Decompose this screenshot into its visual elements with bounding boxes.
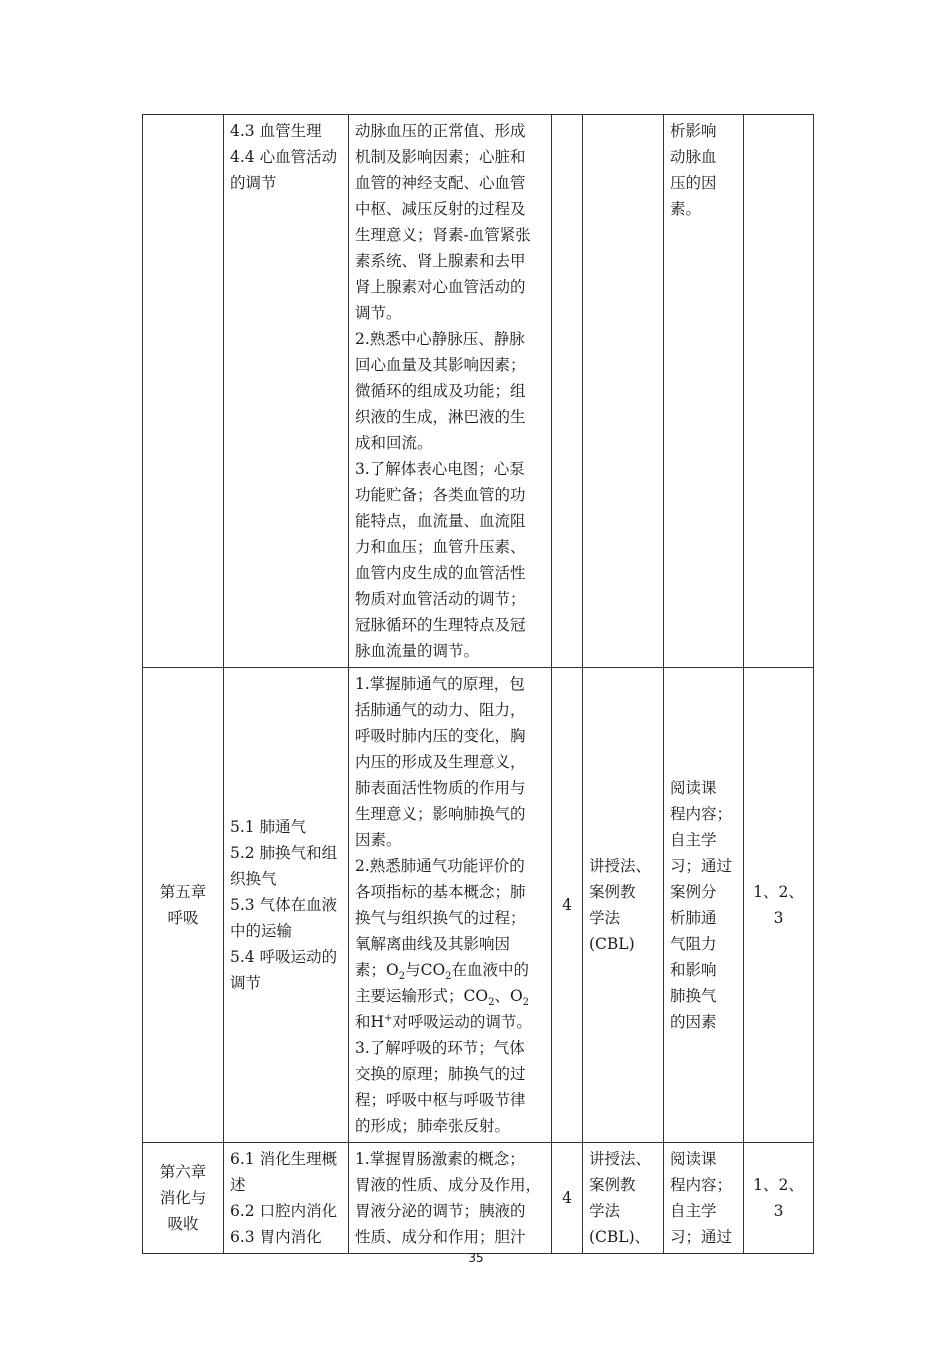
content-line: 程；呼吸中枢与呼吸节律 <box>355 1091 526 1109</box>
content-line: 肺表面活性物质的作用与 <box>355 779 526 797</box>
page-number: 35 <box>468 1251 484 1265</box>
selfstudy-line: 习；通过 <box>670 1228 733 1246</box>
selfstudy-line: 自主学 <box>670 1202 717 1220</box>
content-line: 脉血流量的调节。 <box>355 642 480 660</box>
selfstudy-line: 程内容； <box>670 1176 733 1194</box>
selfstudy-line: 自主学 <box>670 831 717 849</box>
content-line: 因素。 <box>355 831 402 849</box>
selfstudy-line: 气阻力 <box>670 935 717 953</box>
method-cell <box>583 1143 664 1254</box>
content-line: 2.熟悉中心静脉压、静脉 <box>355 330 525 348</box>
method-line: (CBL) <box>589 935 635 953</box>
content-line: 微循环的组成及功能；组 <box>355 382 526 400</box>
section-line: 5.1 肺通气 <box>230 818 307 836</box>
selfstudy-line: 阅读课 <box>670 779 717 797</box>
selfstudy-line: 程内容； <box>670 805 733 823</box>
content-line: 力和血压；血管升压素、 <box>355 538 526 556</box>
section-line: 5.3 气体在血液 <box>230 896 338 914</box>
chapter-cell <box>143 115 224 668</box>
hours-cell: 4 <box>552 668 583 1143</box>
content-line: 换气与组织换气的过程； <box>355 909 526 927</box>
content-line: 胃液分泌的调节；胰液的 <box>355 1202 526 1220</box>
objectives-cell: 1、2、3 <box>744 1143 814 1254</box>
sections-cell <box>224 1143 349 1254</box>
content-line: 血管的神经支配、心血管 <box>355 174 526 192</box>
content-line: 氧解离曲线及其影响因 <box>355 935 511 953</box>
content-line: 各项指标的基本概念；肺 <box>355 883 526 901</box>
method-line: 学法 <box>589 1202 621 1220</box>
content-line: 胃液的性质、成分及作用， <box>355 1176 542 1194</box>
chapter-title: 第六章 <box>159 1163 207 1181</box>
content-line: 肾上腺素对心血管活动的 <box>355 278 526 296</box>
content-line: 和H+对呼吸运动的调节。 <box>355 1012 532 1031</box>
content-cell <box>349 668 552 1143</box>
content-line: 素系统、肾上腺素和去甲 <box>355 252 526 270</box>
content-line: 动脉血压的正常值、形成 <box>355 122 526 140</box>
selfstudy-line: 和影响 <box>670 961 717 979</box>
chapter-title: 吸收 <box>167 1215 199 1233</box>
selfstudy-line: 案例分 <box>670 883 717 901</box>
chapter-title: 呼吸 <box>167 909 199 927</box>
content-line: 成和回流。 <box>355 434 433 452</box>
selfstudy-cell <box>664 1143 744 1254</box>
table-row-chapter-5 <box>143 668 814 1143</box>
section-line: 的调节 <box>230 174 277 192</box>
selfstudy-line: 习；通过 <box>670 857 733 875</box>
content-cell <box>349 115 552 668</box>
content-line: 主要运输形式；$CO_2$、$O_2$ <box>355 987 530 1009</box>
content-line: 调节。 <box>355 304 402 322</box>
section-line: 中的运输 <box>230 922 293 940</box>
section-line: 4.4 心血管活动 <box>230 148 338 166</box>
content-line: 1.掌握胃肠激素的概念； <box>355 1150 525 1168</box>
content-line: 血管内皮生成的血管活性 <box>355 564 526 582</box>
content-line: 功能贮备；各类血管的功 <box>355 486 526 504</box>
section-line: 调节 <box>230 974 262 992</box>
content-line: 回心血量及其影响因素； <box>355 356 526 374</box>
syllabus-table <box>142 114 814 1254</box>
selfstudy-line: 的因素 <box>670 1013 717 1031</box>
selfstudy-cell <box>664 668 744 1143</box>
table-row-chapter-6 <box>143 1143 814 1254</box>
section-line: 5.2 肺换气和组 <box>230 844 338 862</box>
hours-cell: 4 <box>552 1143 583 1254</box>
content-line: 呼吸时肺内压的变化，胸 <box>355 727 526 745</box>
section-line: 6.1 消化生理概 <box>230 1150 338 1168</box>
selfstudy-line: 析肺通 <box>670 909 717 927</box>
method-line: 学法 <box>589 909 621 927</box>
content-line: 机制及影响因素；心脏和 <box>355 148 526 166</box>
content-line: 交换的原理；肺换气的过 <box>355 1065 526 1083</box>
content-line: 性质、成分和作用；胆汁 <box>355 1228 526 1246</box>
method-line: 案例教 <box>589 883 636 901</box>
content-line: 生理意义；肾素-血管紧张 <box>355 226 531 244</box>
objectives-cell: 1、2、3 <box>744 668 814 1143</box>
chapter-cell <box>143 668 224 1143</box>
table-row-chapter-4-cont <box>143 115 814 668</box>
content-line: 3.了解体表心电图；心泵 <box>355 460 525 478</box>
method-line: 讲授法、 <box>589 857 652 875</box>
section-line: 6.2 口腔内消化 <box>230 1202 338 1220</box>
method-cell <box>583 668 664 1143</box>
section-line: 织换气 <box>230 870 277 888</box>
content-line: 生理意义；影响肺换气的 <box>355 805 526 823</box>
method-line: 案例教 <box>589 1176 636 1194</box>
content-line: 织液的生成，淋巴液的生 <box>355 408 526 426</box>
content-line: 能特点，血流量、血流阻 <box>355 512 526 530</box>
content-line: 3.了解呼吸的环节；气体 <box>355 1039 525 1057</box>
content-line: 素；$O_2$与$CO_2$在血液中的 <box>355 961 530 983</box>
selfstudy-line: 压的因 <box>670 174 717 192</box>
selfstudy-line: 素。 <box>670 200 702 218</box>
content-cell <box>349 1143 552 1254</box>
method-line: 讲授法、 <box>589 1150 652 1168</box>
content-line: 内压的形成及生理意义， <box>355 753 526 771</box>
chapter-title: 第五章 <box>159 883 207 901</box>
method-line: (CBL)、 <box>589 1228 651 1246</box>
selfstudy-line: 动脉血 <box>670 148 717 166</box>
selfstudy-cell <box>664 115 744 668</box>
content-line: 括肺通气的动力、阻力， <box>355 701 526 719</box>
chapter-title: 消化与 <box>159 1189 207 1207</box>
section-line: 6.3 胃内消化 <box>230 1228 322 1246</box>
section-line: 4.3 血管生理 <box>230 122 322 140</box>
sections-cell <box>224 115 349 668</box>
section-line: 5.4 呼吸运动的 <box>230 948 338 966</box>
selfstudy-line: 阅读课 <box>670 1150 717 1168</box>
content-line: 中枢、减压反射的过程及 <box>355 200 526 218</box>
selfstudy-line: 析影响 <box>670 122 717 140</box>
method-cell <box>583 115 664 668</box>
chapter-cell <box>143 1143 224 1254</box>
content-line: 的形成；肺牵张反射。 <box>355 1117 511 1135</box>
section-line: 述 <box>230 1176 246 1194</box>
selfstudy-line: 肺换气 <box>670 987 717 1005</box>
content-line: 1.掌握肺通气的原理，包 <box>355 675 525 693</box>
objectives-cell <box>744 115 814 668</box>
content-line: 物质对血管活动的调节； <box>355 590 526 608</box>
sections-cell <box>224 668 349 1143</box>
hours-cell <box>552 115 583 668</box>
content-line: 2.熟悉肺通气功能评价的 <box>355 857 525 875</box>
content-line: 冠脉循环的生理特点及冠 <box>355 616 526 634</box>
